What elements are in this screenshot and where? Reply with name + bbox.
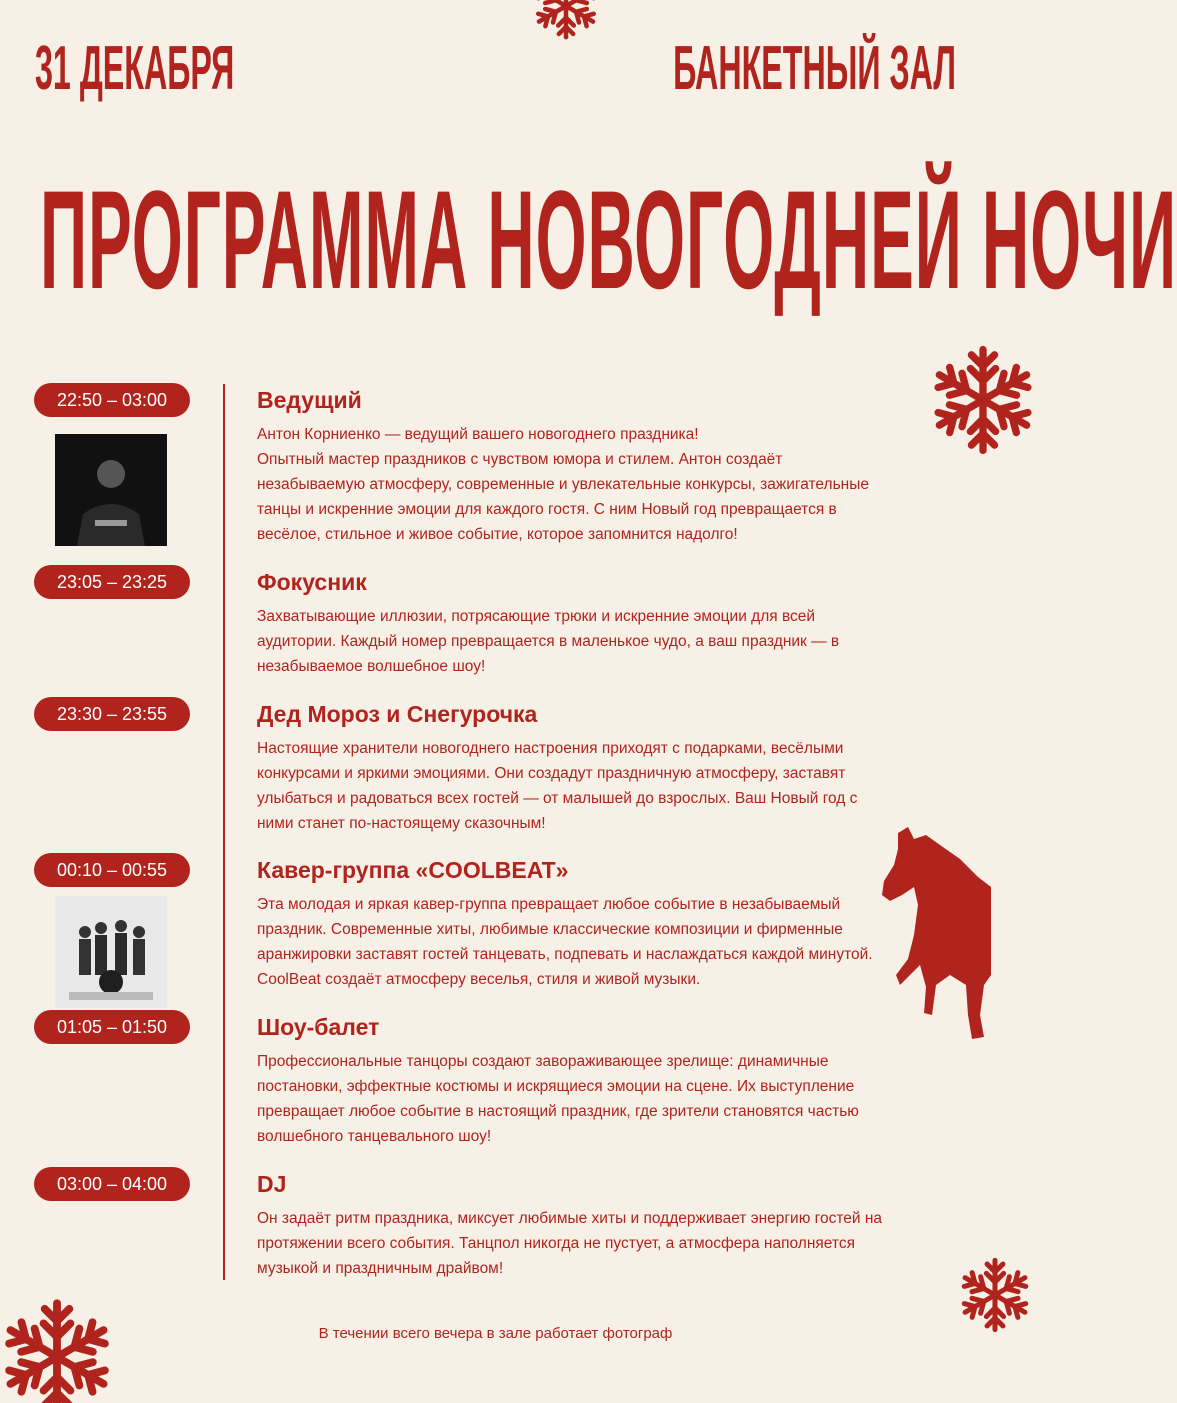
time-badge: 23:30 – 23:55 [34, 697, 190, 731]
event-date: 31 ДЕКАБРЯ [35, 34, 235, 103]
act-description: Профессиональные танцоры создают завораживающее зрелище: динамичные постановки, эффектные костюмы и искрящиеся эмоции на сцене. Их выступление превращает любое событие в настоящий праздник, где зрители становятся частью волшебного танцевального шоу! [257, 1053, 859, 1145]
act-title: Фокусник [257, 569, 367, 595]
act-description: Эта молодая и яркая кавер-группа превращает любое событие в незабываемый праздник. Современные хиты, любимые классические композиции и фирменные аранжировки заставят гостей танцевать, подпевать и наслаждаться каждой минутой. CoolBeat создаёт атмосферу веселья, стиля и живой музыки. [257, 896, 873, 988]
time-badge: 23:05 – 23:25 [34, 565, 190, 599]
act-title: Ведущий [257, 387, 362, 413]
act-title: Шоу-балет [257, 1014, 380, 1040]
timeline-divider [223, 384, 225, 1280]
act-description: Настоящие хранители новогоднего настроения приходят с подарками, весёлыми конкурсами и яркими эмоциями. Они создадут праздничную атмосферу, заставят улыбаться и радоваться всех гостей — от малышей до взрослых. Ваш Новый год с ними станет по-настоящему сказочным! [257, 740, 858, 832]
host-photo [55, 434, 167, 546]
time-badge: 22:50 – 03:00 [34, 383, 190, 417]
band-photo [55, 896, 167, 1008]
snowflake-icon [0, 1300, 115, 1403]
time-badge: 00:10 – 00:55 [34, 853, 190, 887]
time-badge: 01:05 – 01:50 [34, 1010, 190, 1044]
act-description: Антон Корниенко — ведущий вашего новогоднего праздника! Опытный мастер праздников с чувством юмора и стилем. Антон создаёт незабываемую атмосферу, современные и увлекательные конкурсы, зажигательные танцы и искренние эмоции для каждого гостя. С ним Новый год превращается в весёлое, стильное и живое событие, которое запомнится надолго! [257, 426, 869, 543]
snowflake-icon [925, 340, 991, 460]
footer-note: В течении всего вечера в зале работает фотограф [318, 1325, 673, 1342]
act-title: Кавер-группа «COOLBEAT» [257, 857, 569, 883]
horse-icon [880, 825, 991, 1045]
act-description: Захватывающие иллюзии, потрясающие трюки и искренние эмоции для всей аудитории. Каждый номер превращается в маленькое чудо, а ваш праздник — в незабываемое волшебное шоу! [257, 608, 840, 675]
venue-label: БАНКЕТНЫЙ ЗАЛ [673, 34, 956, 103]
snowflake-icon [528, 0, 604, 42]
act-title: Дед Мороз и Снегурочка [257, 701, 538, 727]
time-badge: 03:00 – 04:00 [34, 1167, 190, 1201]
act-title: DJ [257, 1171, 287, 1197]
page-title: ПРОГРАММА НОВОГОДНЕЙ НОЧИ [40, 161, 1177, 318]
act-description: Он задаёт ритм праздника, миксует любимые хиты и поддерживает энергию гостей на протяжении всего события. Танцпол никогда не пустует, а атмосфера наполняется музыкой и праздничным драйвом! [257, 1210, 883, 1277]
